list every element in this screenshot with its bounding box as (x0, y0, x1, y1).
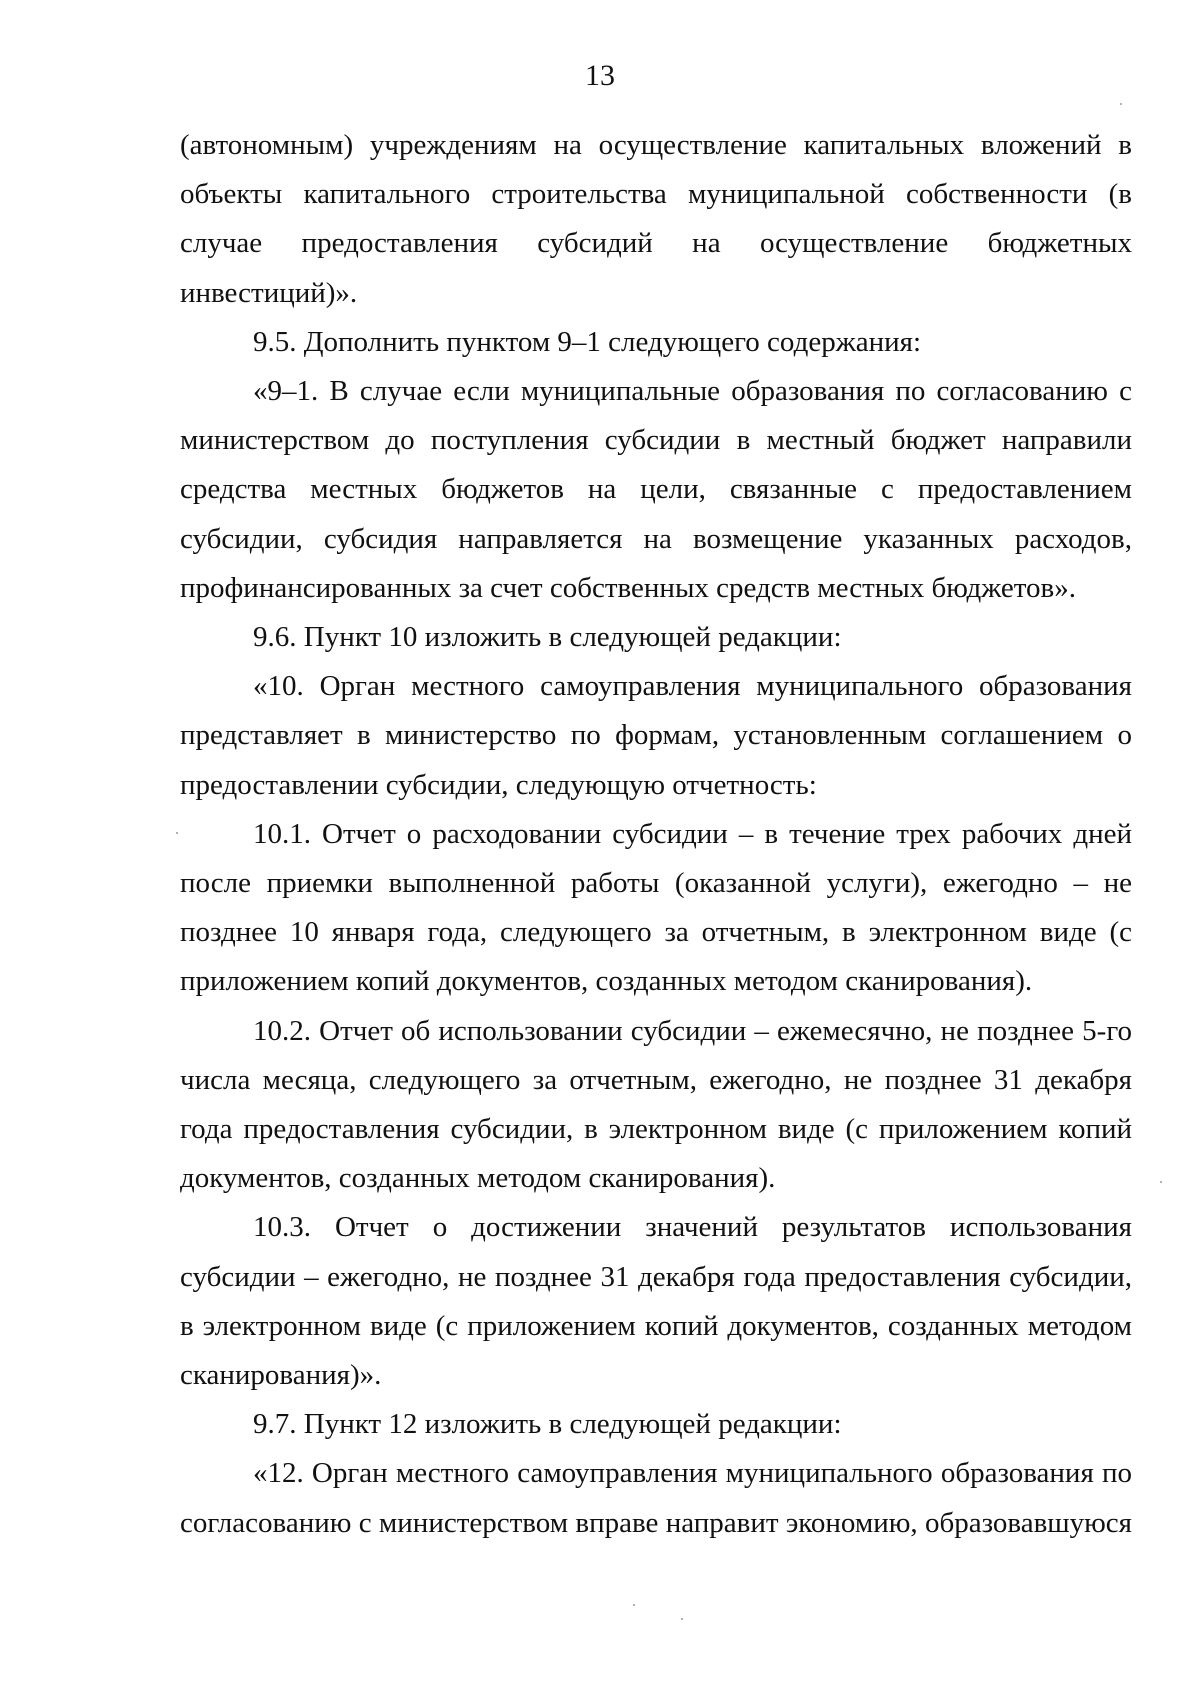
paragraph-10: «10. Орган местного самоуправления муниципального образования представляет в министерство по формам, установленным соглашением о предоставлении субсидии, следующую отчетность: (180, 670, 1132, 801)
paragraph-9-7: 9.7. Пункт 12 изложить в следующей редакции: (253, 1408, 842, 1441)
paragraph-continuation: (автономным) учреждениям на осуществление капитальных вложений в объекты капитального строительства муниципальной собственности (в случае предоставления субсидий на осуществление бюджетных инвестиций)». (180, 129, 1132, 309)
scan-speck (681, 1618, 683, 1620)
page-number: 13 (585, 59, 615, 92)
paragraph-10-1: 10.1. Отчет о расходовании субсидии – в течение трех рабочих дней после приемки выполненной работы (оказанной услуги), ежегодно – не позднее 10 января года, следующего за отчетным, в электронном виде (с приложением копий документов, созданных методом сканирования). (180, 817, 1132, 998)
paragraph-9-5: 9.5. Дополнить пунктом 9–1 следующего содержания: (253, 325, 922, 358)
paragraph-9-6: 9.6. Пункт 10 изложить в следующей редакции: (253, 621, 842, 654)
scan-speck (1120, 103, 1122, 105)
paragraph-9-1-quote: «9–1. В случае если муниципальные образования по согласованию с министерством до поступления субсидии в местный бюджет направили средства местных бюджетов на цели, связанные с предоставлением субсидии, субсидия направляется на возмещение указанных расходов, профинансированных за счет собственных средств местных бюджетов». (180, 375, 1132, 604)
scan-speck (1160, 1181, 1162, 1183)
scan-speck (633, 1604, 635, 1606)
paragraph-12: «12. Орган местного самоуправления муниципального образования по согласованию с министерством вправе направит экономию, образовавшуюся (180, 1457, 1132, 1539)
paragraph-10-2: 10.2. Отчет об использовании субсидии – ежемесячно, не позднее 5-го числа месяца, следующего за отчетным, ежегодно, не позднее 31 декабря года предоставления субсидии, в электронном виде (с приложением копий документов, созданных методом сканирования). (180, 1014, 1132, 1195)
scan-speck (176, 832, 178, 834)
paragraph-10-3: 10.3. Отчет о достижении значений результатов использования субсидии – ежегодно, не позднее 31 декабря года предоставления субсидии, в электронном виде (с приложением копий документов, созданных методом сканирования)». (180, 1211, 1132, 1392)
document-body (180, 121, 1132, 1548)
